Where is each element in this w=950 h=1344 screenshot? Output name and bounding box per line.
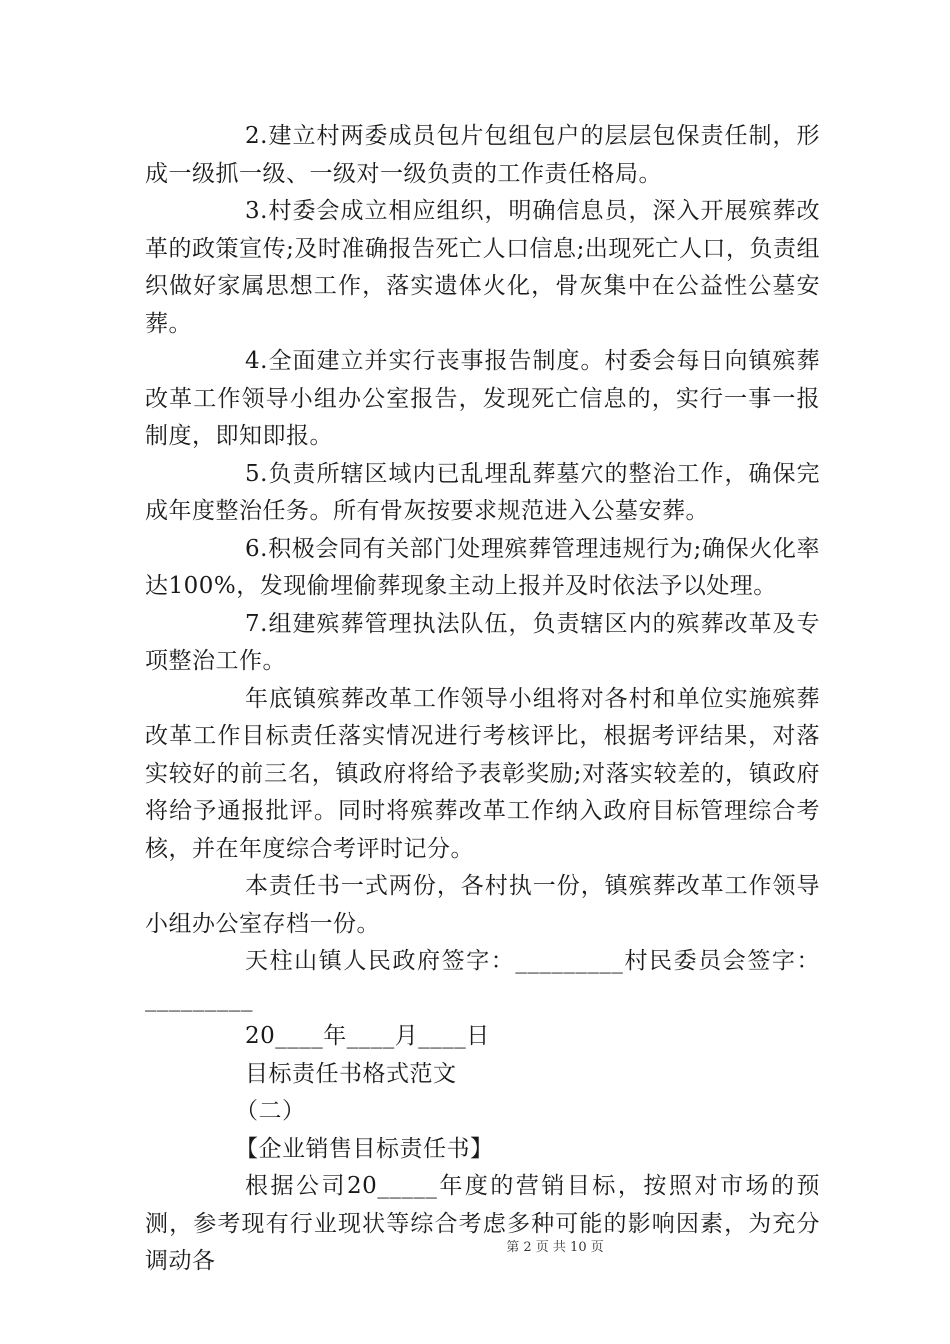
document-title: 【企业销售目标责任书】 bbox=[235, 1135, 494, 1162]
paragraph-copies: 本责任书一式两份，各村执一份，镇殡葬改革工作领导小组办公室存档一份。 bbox=[145, 873, 820, 937]
document-page bbox=[145, 118, 820, 1281]
paragraph-item-4: 4.全面建立并实行丧事报告制度。村委会每日向镇殡葬改革工作领导小组办公室报告，发现死亡信息的，实行一事一报制度，即知即报。 bbox=[145, 348, 820, 449]
page-footer: 第 2 页 共 10 页 bbox=[506, 1240, 604, 1255]
paragraph-item-7: 7.组建殡葬管理执法队伍，负责辖区内的殡葬改革及专项整治工作。 bbox=[145, 610, 820, 674]
paragraph-sales-intro: 根据公司20_____年度的营销目标，按照对市场的预测，参考现有行业现状等综合考虑多种可能的影响因素，为充分调动各 bbox=[145, 1173, 820, 1274]
signature-line: 天柱山镇人民政府签字：_________村民委员会签字：_________ bbox=[145, 948, 820, 1012]
section-heading: 目标责任书格式范文 bbox=[245, 1060, 457, 1087]
date-line: 20____年____月____日 bbox=[245, 1023, 490, 1049]
paragraph-evaluation: 年底镇殡葬改革工作领导小组将对各村和单位实施殡葬改革工作目标责任落实情况进行考核评比，根据考评结果，对落实较好的前三名，镇政府将给予表彰奖励;对落实较差的，镇政府将给予通报批评。同时将殡葬改革工作纳入政府目标管理综合考核，并在年度综合考评时记分。 bbox=[145, 685, 820, 862]
paragraph-item-6: 6.积极会同有关部门处理殡葬管理违规行为;确保火化率达100%，发现偷埋偷葬现象主动上报并及时依法予以处理。 bbox=[145, 535, 820, 599]
paragraph-item-3: 3.村委会成立相应组织，明确信息员，深入开展殡葬改革的政策宣传;及时准确报告死亡人口信息;出现死亡人口，负责组织做好家属思想工作，落实遗体火化，骨灰集中在公益性公墓安葬。 bbox=[145, 198, 820, 337]
paragraph-item-5: 5.负责所辖区域内已乱埋乱葬墓穴的整治工作，确保完成年度整治任务。所有骨灰按要求规范进入公墓安葬。 bbox=[145, 460, 820, 524]
section-number: （二） bbox=[235, 1098, 306, 1124]
paragraph-item-2: 2.建立村两委成员包片包组包户的层层包保责任制，形成一级抓一级、一级对一级负责的工作责任格局。 bbox=[145, 123, 820, 187]
